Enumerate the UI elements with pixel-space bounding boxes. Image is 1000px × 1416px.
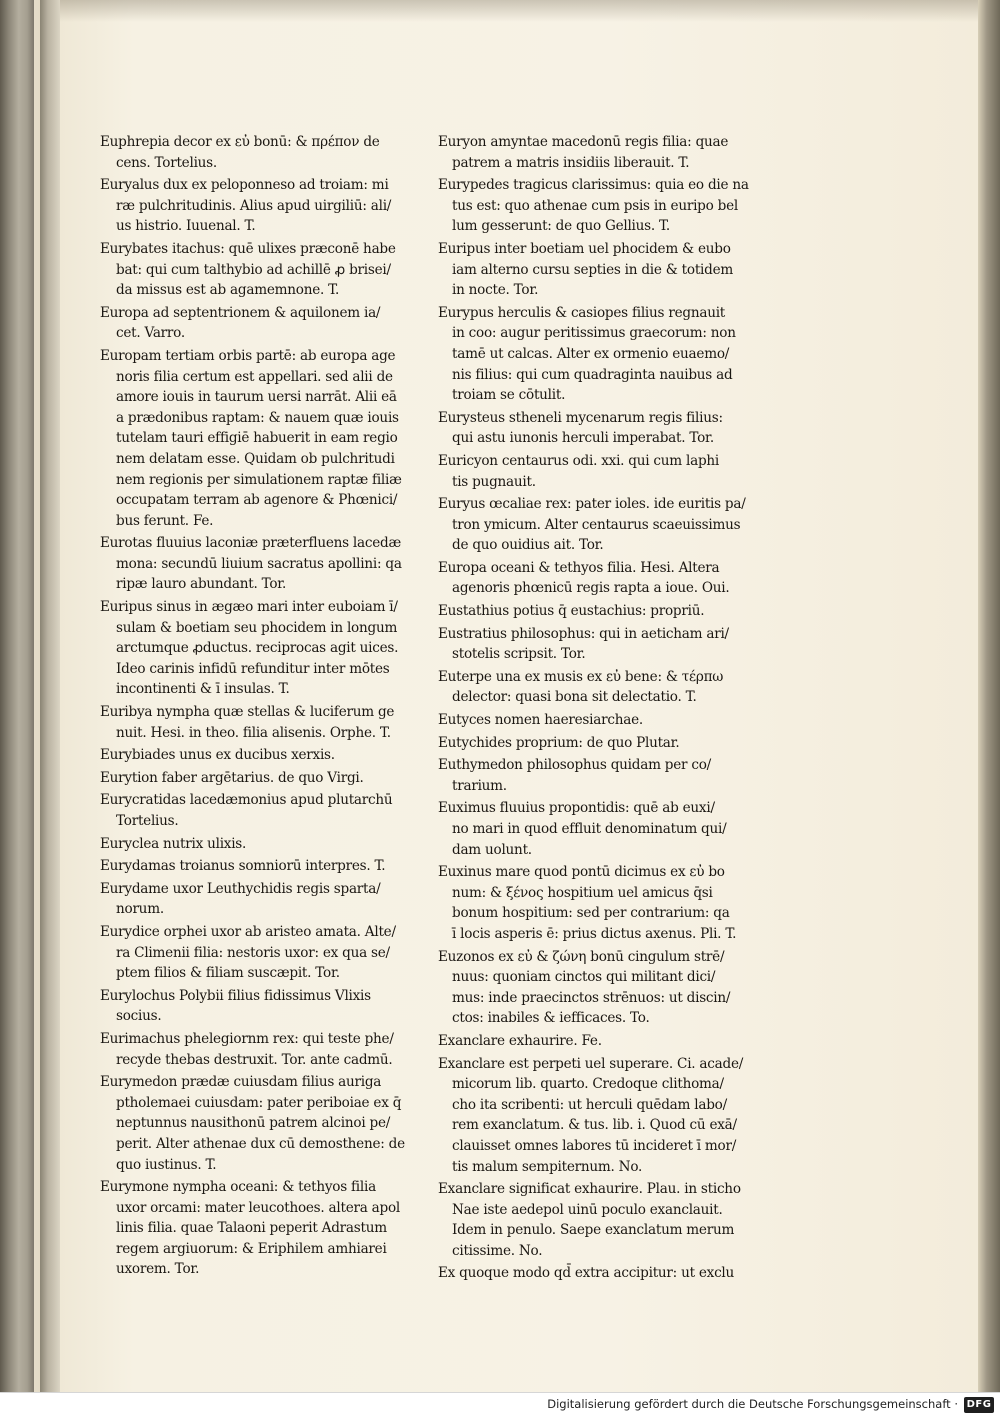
entry-headline: Eurydamas troianus somniorū interpres. T. xyxy=(100,858,386,875)
entry-continuation: cet. Varro. xyxy=(116,325,185,342)
entry-continuation: nem delatam esse. Quidam ob pulchritudi xyxy=(116,450,395,467)
dictionary-entry xyxy=(100,922,440,984)
entry-continuation: agenoris phœnicū regis rapta a ioue. Oui. xyxy=(452,580,730,597)
entry-continuation: amore iouis in taurum uersi narrāt. Alii eā xyxy=(116,389,397,406)
dictionary-entry xyxy=(100,346,440,531)
dictionary-entry xyxy=(438,947,772,1029)
entry-headline: Euripus inter boetiam uel phocidem & eubo xyxy=(438,240,731,257)
entry-continuation: tis malum sempiternum. No. xyxy=(452,1158,643,1175)
dictionary-entry xyxy=(438,710,772,731)
dictionary-entry xyxy=(438,862,772,944)
entry-continuation: tron ymicum. Alter centaurus scaeuissimus xyxy=(452,516,741,533)
entry-continuation: de quo ouidius ait. Tor. xyxy=(452,537,604,554)
dfg-logo-icon: DFG xyxy=(964,1397,994,1413)
dictionary-entry xyxy=(100,175,440,237)
entry-headline: Euterpe una ex musis ex εὐ bene: & τέρπω xyxy=(438,668,724,685)
entry-headline: Eurymedon prædæ cuiusdam filius auriga xyxy=(100,1074,382,1091)
entry-headline: Exanclare est perpeti uel superare. Ci. acade/ xyxy=(438,1055,744,1072)
dictionary-entry xyxy=(438,624,772,665)
entry-continuation: trarium. xyxy=(452,777,507,794)
entry-headline: Exanclare significat exhaurire. Plau. in sticho xyxy=(438,1181,741,1198)
entry-continuation: clauisset omnes labores tū incideret ī mor/ xyxy=(452,1137,737,1154)
entry-continuation: Tortelius. xyxy=(116,813,179,829)
entry-continuation: nuus: quoniam cinctos qui militant dici/ xyxy=(452,969,716,986)
dictionary-entry xyxy=(438,239,772,301)
dictionary-entry xyxy=(100,1177,440,1280)
entry-continuation: no mari in quod effluit denominatum qui/ xyxy=(452,821,727,837)
entry-continuation: Nae iste aedepol uinū poculo exanclauit. xyxy=(452,1201,723,1218)
entry-continuation: tis pugnauit. xyxy=(452,473,536,490)
entry-continuation: ī locis asperis ē: prius dictus axenus. Pli. T. xyxy=(452,925,737,942)
entry-headline: Eurymone nympha oceani: & tethyos filia xyxy=(100,1179,376,1196)
entry-continuation: stotelis scripsit. Tor. xyxy=(452,646,586,663)
entry-continuation: bus ferunt. Fe. xyxy=(116,512,214,529)
entry-headline: Eurypedes tragicus clarissimus: quia eo die na xyxy=(438,177,749,194)
dictionary-entry xyxy=(438,1031,772,1052)
entry-headline: Eurydice orphei uxor ab aristeo amata. Alte/ xyxy=(100,923,396,940)
entry-continuation: norum. xyxy=(116,901,164,918)
entry-continuation: dam uolunt. xyxy=(452,841,532,858)
entry-continuation: qui astu iunonis herculi imperabat. Tor. xyxy=(452,430,714,447)
entry-continuation: ræ pulchritudinis. Alius apud uirgiliū: ali/ xyxy=(116,197,392,214)
entry-headline: Euxinus mare quod pontū dicimus ex εὐ bo xyxy=(438,864,725,881)
dictionary-entry xyxy=(438,1179,772,1261)
entry-continuation: iam alterno cursu septies in die & totidem xyxy=(452,261,734,278)
entry-headline: Europa ad septentrionem & aquilonem ia/ xyxy=(100,304,381,321)
dictionary-entry xyxy=(100,132,440,173)
entry-headline: Euximus fluuius propontidis: quē ab euxi/ xyxy=(438,800,715,817)
entry-continuation: troiam se cōtulit. xyxy=(452,387,566,404)
entry-continuation: a prædonibus raptam: & nauem quæ iouis xyxy=(116,409,399,426)
entry-headline: Eurylochus Polybii filius fidissimus Vlixis xyxy=(100,987,371,1004)
entry-headline: Eutychides proprium: de quo Plutar. xyxy=(438,734,680,751)
entry-continuation: mona: secundū liuium sacratus apollini: qa xyxy=(116,555,402,572)
book-spine-edge xyxy=(0,0,34,1392)
entry-continuation: rem exanclatum. & tus. lib. i. Quod cū exā/ xyxy=(452,1117,737,1134)
text-column-right xyxy=(438,132,772,1286)
entry-continuation: occupatam terram ab agenore & Phœnici/ xyxy=(116,492,398,509)
entry-headline: Euzonos ex εὐ & ζώνη bonū cingulum strē/ xyxy=(438,948,725,965)
entry-continuation: ptholemaei cuiusdam: pater periboiae ex q̄ xyxy=(116,1094,402,1111)
entry-headline: Euricyon centaurus odi. xxi. qui cum laphi xyxy=(438,452,720,469)
entry-headline: Eurimachus phelegiornm rex: qui teste phe/ xyxy=(100,1030,394,1047)
entry-continuation: ra Climenii filia: nestoris uxor: ex qua se/ xyxy=(116,944,390,961)
dictionary-entry xyxy=(100,239,440,301)
entry-continuation: citissime. No. xyxy=(452,1242,543,1259)
entry-headline: Euripus sinus in ægæo mari inter euboiam ī/ xyxy=(100,599,398,616)
dictionary-entry xyxy=(438,175,772,237)
entry-headline: Euryus œcaliae rex: pater ioles. ide euritis pa/ xyxy=(438,496,746,513)
book-fore-edge xyxy=(978,0,1000,1392)
entry-continuation: mus: inde praecinctos strēnuos: ut discin/ xyxy=(452,989,731,1006)
entry-continuation: ripæ lauro abundant. Tor. xyxy=(116,576,287,593)
entry-headline: Euribya nympha quæ stellas & luciferum ge xyxy=(100,704,395,721)
entry-continuation: perit. Alter athenae dux cū demosthene: de xyxy=(116,1135,405,1152)
entry-continuation: patrem a matris insidiis liberauit. T. xyxy=(452,154,690,171)
entry-continuation: neptunnus nausithonū patrem alcinoi pe/ xyxy=(116,1115,391,1132)
dictionary-entry xyxy=(438,408,772,449)
entry-headline: Europam tertiam orbis partē: ab europa age xyxy=(100,347,396,364)
entry-headline: Exanclare exhaurire. Fe. xyxy=(438,1032,602,1049)
dictionary-entry xyxy=(438,303,772,406)
entry-headline: Eurysteus stheneli mycenarum regis filius: xyxy=(438,409,723,426)
dictionary-entry xyxy=(438,1054,772,1178)
text-column-left xyxy=(100,132,440,1282)
entry-headline: Eutyces nomen haeresiarchae. xyxy=(438,712,643,729)
entry-continuation: Idem in penulo. Saepe exanclatum merum xyxy=(452,1222,735,1239)
dictionary-entry xyxy=(100,702,440,743)
entry-headline: Euryon amyntae macedonū regis filia: quae xyxy=(438,134,729,150)
dictionary-entry xyxy=(100,533,440,595)
entry-headline: Euphrepia decor ex εὐ bonū: & πρέπον de xyxy=(100,134,380,150)
entry-continuation: ctos: inabiles & iefficaces. To. xyxy=(452,1010,650,1027)
entry-continuation: socius. xyxy=(116,1008,162,1025)
entry-continuation: ptem filios & filiam suscæpit. Tor. xyxy=(116,965,340,982)
entry-continuation: nem regionis per simulationem raptæ filiæ xyxy=(116,471,402,488)
entry-continuation: Ideo carinis infidū refunditur inter mōtes xyxy=(116,660,390,677)
dictionary-entry xyxy=(100,879,440,920)
entry-headline: Euryalus dux ex peloponneso ad troiam: mi xyxy=(100,177,389,194)
entry-continuation: regem argiuorum: & Eriphilem amhiarei xyxy=(116,1240,387,1257)
entry-continuation: in coo: augur peritissimus graecorum: non xyxy=(452,325,736,342)
entry-headline: Eurypus herculis & casiopes filius regnauit xyxy=(438,304,726,321)
dictionary-entry xyxy=(438,132,772,173)
entry-continuation: recyde thebas destruxit. Tor. ante cadmū. xyxy=(116,1051,393,1068)
entry-continuation: us histrio. Iuuenal. T. xyxy=(116,218,256,235)
entry-headline: Ex quoque modo qd̄ extra accipitur: ut exclu xyxy=(438,1265,735,1282)
entry-continuation: nuit. Hesi. in theo. filia alisenis. Orphe. T. xyxy=(116,724,391,741)
dictionary-entry xyxy=(438,601,772,622)
funding-credit: Digitalisierung gefördert durch die Deutsche Forschungsgemeinschaft · xyxy=(547,1397,958,1411)
dictionary-entry xyxy=(100,745,440,766)
entry-headline: Eurydame uxor Leuthychidis regis sparta/ xyxy=(100,880,381,897)
dictionary-entry xyxy=(100,790,440,831)
entry-continuation: micorum lib. quarto. Credoque clithoma/ xyxy=(452,1076,724,1093)
entry-continuation: quo iustinus. T. xyxy=(116,1156,217,1173)
entry-headline: Eustratius philosophus: qui in aeticham ari/ xyxy=(438,625,729,642)
entry-continuation: cens. Tortelius. xyxy=(116,154,217,171)
dictionary-entry xyxy=(438,558,772,599)
dictionary-entry xyxy=(100,303,440,344)
entry-continuation: lum gesserunt: de quo Gellius. T. xyxy=(452,218,670,235)
entry-continuation: uxorem. Tor. xyxy=(116,1261,200,1278)
dictionary-entry xyxy=(438,494,772,556)
dictionary-entry xyxy=(438,755,772,796)
entry-continuation: tus est: quo athenae cum psis in euripo bel xyxy=(452,197,738,214)
dictionary-entry xyxy=(100,856,440,877)
dictionary-entry xyxy=(100,986,440,1027)
entry-headline: Euryclea nutrix ulixis. xyxy=(100,835,247,852)
entry-continuation: delector: quasi bona sit delectatio. T. xyxy=(452,689,697,706)
dictionary-entry xyxy=(438,733,772,754)
entry-headline: Europa oceani & tethyos filia. Hesi. Altera xyxy=(438,559,720,576)
dictionary-entry xyxy=(438,1263,772,1284)
entry-continuation: tutelam tauri effigiē habuerit in eam regio xyxy=(116,430,398,447)
entry-continuation: linis filia. quae Talaoni peperit Adrastum xyxy=(116,1220,387,1237)
entry-continuation: cho ita scribenti: ut herculi quēdam labo/ xyxy=(452,1096,727,1113)
dictionary-entry xyxy=(438,667,772,708)
entry-continuation: sulam & boetiam seu phocidem in longum xyxy=(116,619,398,636)
entry-continuation: bonum hospitium: sed per contrarium: qa xyxy=(452,905,730,922)
entry-headline: Eurytion faber argētarius. de quo Virgi. xyxy=(100,769,364,786)
dictionary-entry xyxy=(100,768,440,789)
dictionary-entry xyxy=(438,798,772,860)
entry-headline: Eurycratidas lacedæmonius apud plutarchū xyxy=(100,792,393,809)
entry-continuation: uxor orcami: mater leucothoes. altera apol xyxy=(116,1199,401,1216)
dictionary-entry xyxy=(100,834,440,855)
footer-bar xyxy=(0,1392,1000,1416)
entry-continuation: incontinenti & ī insulas. T. xyxy=(116,681,290,698)
entry-continuation: bat: qui cum talthybio ad achillē ꝓ brisei/ xyxy=(116,261,391,278)
dictionary-entry xyxy=(438,451,772,492)
entry-continuation: noris filia certum est appellari. sed alii de xyxy=(116,368,393,385)
dictionary-entry xyxy=(100,1029,440,1070)
entry-continuation: tamē ut calcas. Alter ex ormenio euaemo/ xyxy=(452,345,730,362)
entry-continuation: in nocte. Tor. xyxy=(452,282,539,299)
entry-continuation: nis filius: qui cum quadraginta nauibus ad xyxy=(452,366,733,383)
entry-headline: Eustathius potius q̄ eustachius: propriū. xyxy=(438,603,705,620)
page-top-shadow xyxy=(60,0,980,22)
dictionary-entry xyxy=(100,1072,440,1175)
entry-continuation: arctumque ꝓductus. reciprocas agit uices. xyxy=(116,640,399,657)
entry-headline: Euthymedon philosophus quidam per co/ xyxy=(438,757,711,774)
entry-headline: Eurotas fluuius laconiæ præterfluens lacedæ xyxy=(100,535,402,552)
entry-continuation: da missus est ab agamemnone. T. xyxy=(116,282,340,299)
entry-headline: Eurybates itachus: quē ulixes præconē habe xyxy=(100,240,396,257)
entry-headline: Eurybiades unus ex ducibus xerxis. xyxy=(100,747,335,764)
entry-continuation: num: & ξένος hospitium uel amicus q̄si xyxy=(452,884,713,901)
dictionary-entry xyxy=(100,597,440,700)
